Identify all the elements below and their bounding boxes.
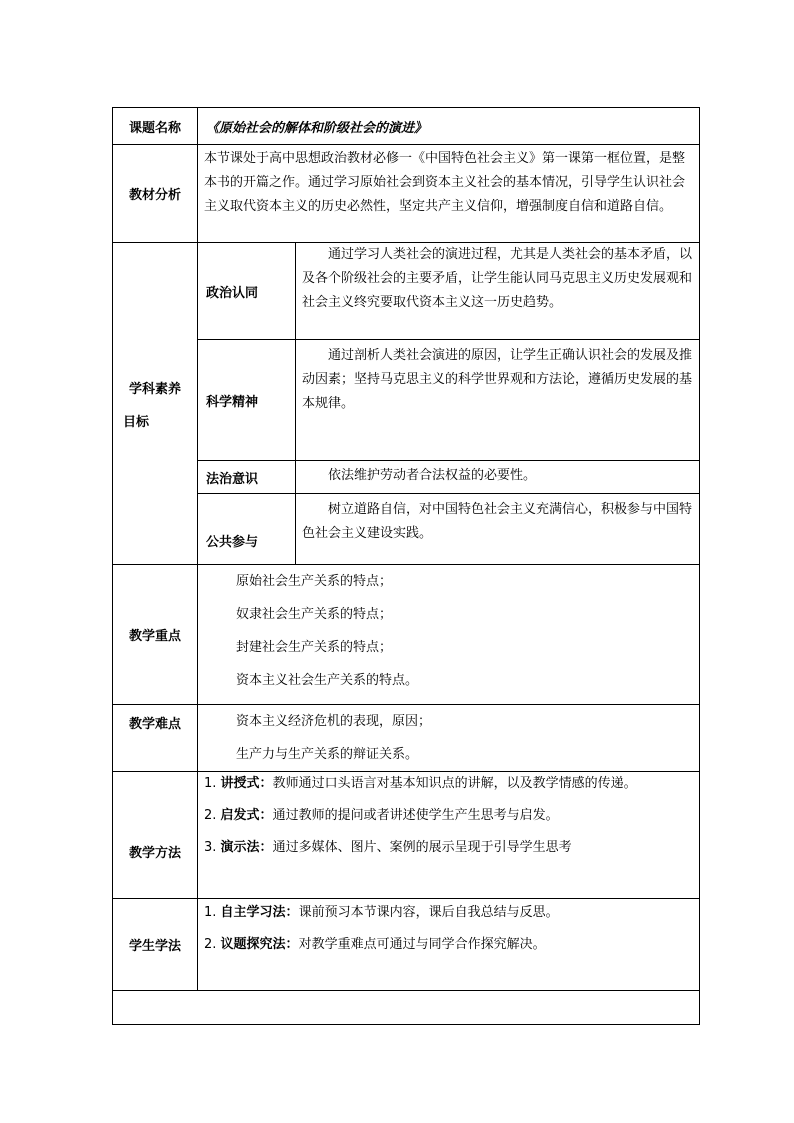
difficult-point-item: 资本主义经济危机的表现，原因； <box>236 714 432 729</box>
method-name: 讲授式： <box>220 776 273 791</box>
teaching-methods-label: 教学方法 <box>113 772 198 899</box>
competency-item-label: 法治意识 <box>198 461 296 494</box>
learning-methods-list <box>198 899 700 991</box>
competency-item-text: 通过剖析人类社会演进的原因，让学生正确认识社会的发展及推动因素；坚持马克思主义的科学世界观和方法论，遵循历史发展的基本规律。 <box>296 340 700 461</box>
competency-item-text: 依法维护劳动者合法权益的必要性。 <box>296 461 700 494</box>
textbook-analysis-row <box>113 145 700 243</box>
textbook-analysis-text: 本节课处于高中思想政治教材必修一《中国特色社会主义》第一课第一框位置，是整本书的开篇之作。通过学习原始社会到资本主义社会的基本情况，引导学生认识社会主义取代资本主义的历史必然性，坚定共产主义信仰，增强制度自信和道路自信。 <box>198 145 700 243</box>
method-number: 1. <box>204 905 217 920</box>
competency-item-text: 树立道路自信，对中国特色社会主义充满信心，积极参与中国特色社会主义建设实践。 <box>296 494 700 565</box>
difficult-points-label: 教学难点 <box>113 705 198 772</box>
course-title-row <box>113 108 700 145</box>
key-point-item: 封建社会生产关系的特点； <box>236 640 393 655</box>
competency-item-label: 公共参与 <box>198 494 296 565</box>
empty-cell <box>113 991 700 1025</box>
learning-methods-row <box>113 899 700 991</box>
textbook-analysis-label: 教材分析 <box>113 145 198 243</box>
learning-methods-label: 学生学法 <box>113 899 198 991</box>
method-name: 启发式： <box>220 808 273 823</box>
competency-goals-label-line1: 学科素养 <box>128 381 181 397</box>
competency-item-label: 政治认同 <box>198 243 296 340</box>
method-name: 自主学习法： <box>220 905 299 920</box>
competency-row-science <box>113 340 700 461</box>
teaching-method-item <box>204 806 693 826</box>
method-number: 1. <box>204 776 217 791</box>
teaching-method-item <box>204 838 693 858</box>
competency-goals-label-line2: 目标 <box>123 414 150 430</box>
method-text: 通过多媒体、图片、案例的展示呈现于引导学生思考 <box>272 840 572 855</box>
key-points-row <box>113 565 700 705</box>
key-points-label: 教学重点 <box>113 565 198 705</box>
learning-method-item <box>204 903 693 923</box>
method-text: 教师通过口头语言对基本知识点的讲解，以及教学情感的传递。 <box>272 776 637 791</box>
difficult-point-item: 生产力与生产关系的辩证关系。 <box>236 747 419 762</box>
method-name: 演示法： <box>220 840 273 855</box>
difficult-points-list <box>198 705 700 772</box>
competency-item-label: 科学精神 <box>198 340 296 461</box>
key-point-item: 奴隶社会生产关系的特点； <box>236 607 393 622</box>
method-name: 议题探究法： <box>220 937 299 952</box>
competency-row-political <box>113 243 700 340</box>
course-title-value: 《原始社会的解体和阶级社会的演进》 <box>198 108 700 145</box>
method-number: 2. <box>204 937 217 952</box>
key-point-item: 原始社会生产关系的特点； <box>236 574 393 589</box>
key-point-item: 资本主义社会生产关系的特点。 <box>236 673 419 688</box>
learning-method-item <box>204 935 693 955</box>
difficult-points-row <box>113 705 700 772</box>
teaching-methods-row <box>113 772 700 899</box>
lesson-plan-table <box>112 107 700 1025</box>
empty-footer-row <box>113 991 700 1025</box>
method-text: 对教学重难点可通过与同学合作探究解决。 <box>298 937 546 952</box>
method-number: 3. <box>204 840 217 855</box>
competency-item-text: 通过学习人类社会的演进过程，尤其是人类社会的基本矛盾，以及各个阶级社会的主要矛盾，让学生能认同马克思主义历史发展观和社会主义终究要取代资本主义这一历史趋势。 <box>296 243 700 340</box>
competency-goals-label <box>113 243 198 565</box>
teaching-methods-list <box>198 772 700 899</box>
method-text: 通过教师的提问或者讲述使学生产生思考与启发。 <box>272 808 559 823</box>
competency-row-participation <box>113 494 700 565</box>
competency-row-law <box>113 461 700 494</box>
teaching-method-item <box>204 774 693 794</box>
key-points-list <box>198 565 700 705</box>
method-text: 课前预习本节课内容，课后自我总结与反思。 <box>298 905 559 920</box>
method-number: 2. <box>204 808 217 823</box>
course-title-label: 课题名称 <box>113 108 198 145</box>
